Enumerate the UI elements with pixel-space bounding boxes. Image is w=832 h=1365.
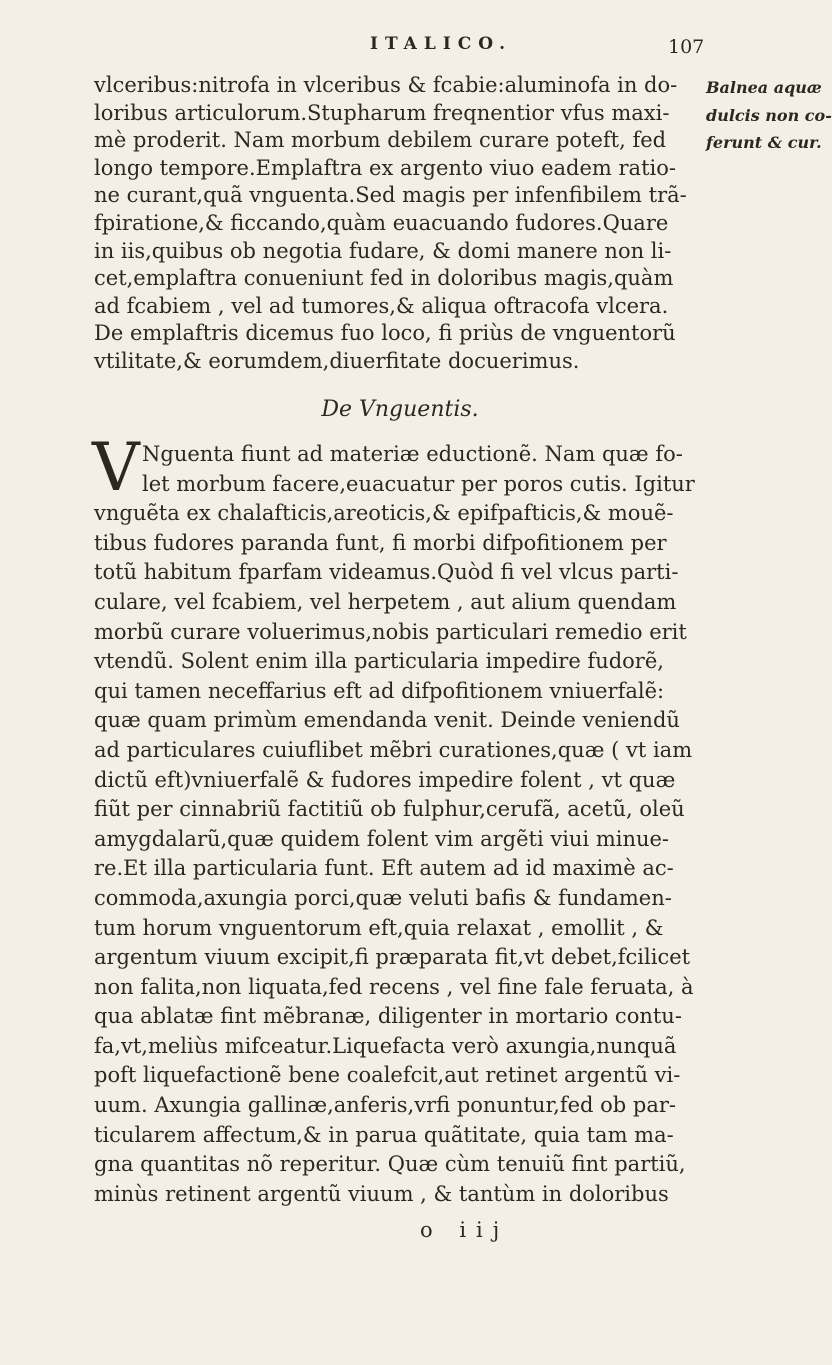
text-line: culare, vel fcabiem, vel herpetem , aut alium quendam — [94, 589, 677, 614]
text-line: dictũ eft)vniuerfalẽ & fudores impedire folent , vt quæ — [94, 767, 676, 792]
text-line: let morbum facere,euacuatur per poros cutis. Igitur — [142, 471, 695, 496]
text-line: minùs retinent argentũ viuum , & tantùm in doloribus — [94, 1181, 669, 1206]
text-line: non falita,non liquata,fed recens , vel fine fale feruata, à — [94, 974, 694, 999]
text-line: ad fcabiem , vel ad tumores,& aliqua oftracofa vlcera. — [94, 293, 669, 318]
margin-note-line: Balnea aquæ — [706, 78, 822, 97]
text-line: vtilitate,& eorumdem,diuerfitate docuerimus. — [94, 348, 580, 373]
text-line: cet,emplaftra conueniunt fed in doloribus magis,quàm — [94, 266, 674, 291]
text-line: loribus articulorum.Stupharum freqnentior vfus maxi- — [94, 100, 670, 125]
text-line: uum. Axungia gallinæ,anferis,vrfi ponuntur,fed ob par- — [94, 1093, 677, 1118]
signature-mark: o iij — [420, 1218, 510, 1242]
text-line: poft liquefactionẽ bene coalefcit,aut retinet argentũ vi- — [94, 1063, 681, 1088]
text-line: longo tempore.Emplaftra ex argento viuo eadem ratio- — [94, 155, 676, 180]
text-line: ne curant,quã vnguenta.Sed magis per infenfibilem trã- — [94, 183, 687, 208]
text-line: fpiratione,& ficcando,quàm euacuando fudores.Quare — [94, 210, 669, 235]
text-line: vtendũ. Solent enim illa particularia impedire fudorẽ, — [94, 649, 664, 674]
text-line: ticularem affectum,& in parua quãtitate, quia tam ma- — [94, 1122, 674, 1147]
text-line: in iis,quibus ob negotia fudare, & domi manere non li- — [94, 238, 672, 263]
paragraph-2 — [92, 429, 704, 1209]
text-line: mè proderit. Nam morbum debilem curare poteft, fed — [94, 128, 667, 153]
margin-note-line: dulcis non co- — [706, 105, 832, 125]
text-line: morbũ curare voluerimus,nobis particulari remedio erit — [94, 619, 687, 644]
text-line: fiũt per cinnabriũ factitiũ ob fulphur,cerufã, acetũ, oleũ — [94, 797, 685, 822]
text-line: fa,vt,meliùs mifceatur.Liquefacta verò axungia,nunquã — [94, 1033, 677, 1058]
text-line: qui tamen neceffarius eft ad difpofitionem vniuerfalẽ: — [94, 678, 665, 703]
text-line: De emplaftris dicemus fuo loco, fi priùs de vnguentorũ — [94, 321, 676, 346]
section-title: De Vnguentis. — [321, 397, 479, 422]
text-line: amygdalarũ,quæ quidem folent vim argẽti viui minue- — [94, 826, 670, 851]
text-line: tum horum vnguentorum eft,quia relaxat , emollit , & — [94, 915, 664, 940]
text-line: totũ habitum fparfam videamus.Quòd fi vel vlcus parti- — [94, 560, 679, 585]
text-line: qua ablatæ fint mẽbranæ, diligenter in mortario contu- — [94, 1004, 682, 1029]
text-line: re.Et illa particularia funt. Eft autem ad id maximè ac- — [94, 856, 674, 881]
margin-note-line: ferunt & cur. — [706, 133, 822, 153]
text-line: gna quantitas nõ reperitur. Quæ cùm tenuiũ fint partiũ, — [94, 1152, 686, 1177]
running-title: ITALICO. — [370, 34, 513, 54]
text-line: ad particulares cuiuflibet mẽbri curationes,quæ ( vt iam — [94, 737, 693, 762]
text-line: vlceribus:nitrofa in vlceribus & fcabie:aluminofa in do- — [94, 73, 678, 97]
margin-note — [706, 74, 832, 157]
paragraph-1 — [94, 72, 704, 376]
text-line: tibus fudores paranda funt, fi morbi difpofitionem per — [94, 530, 667, 555]
text-line: commoda,axungia porci,quæ veluti bafis & fundamen- — [94, 885, 672, 910]
drop-cap: V — [92, 429, 140, 506]
text-line: Nguenta fiunt ad materiæ eductionẽ. Nam quæ fo- — [142, 442, 683, 466]
text-line: argentum viuum excipit,fi præparata fit,vt debet,fcilicet — [94, 945, 691, 970]
text-line: vnguẽta ex chalafticis,areoticis,& epifpafticis,& mouẽ- — [94, 501, 674, 526]
page-number: 107 — [668, 36, 705, 58]
running-head — [0, 34, 800, 64]
text-line: quæ quam primùm emendanda venit. Deinde veniendũ — [94, 708, 680, 733]
